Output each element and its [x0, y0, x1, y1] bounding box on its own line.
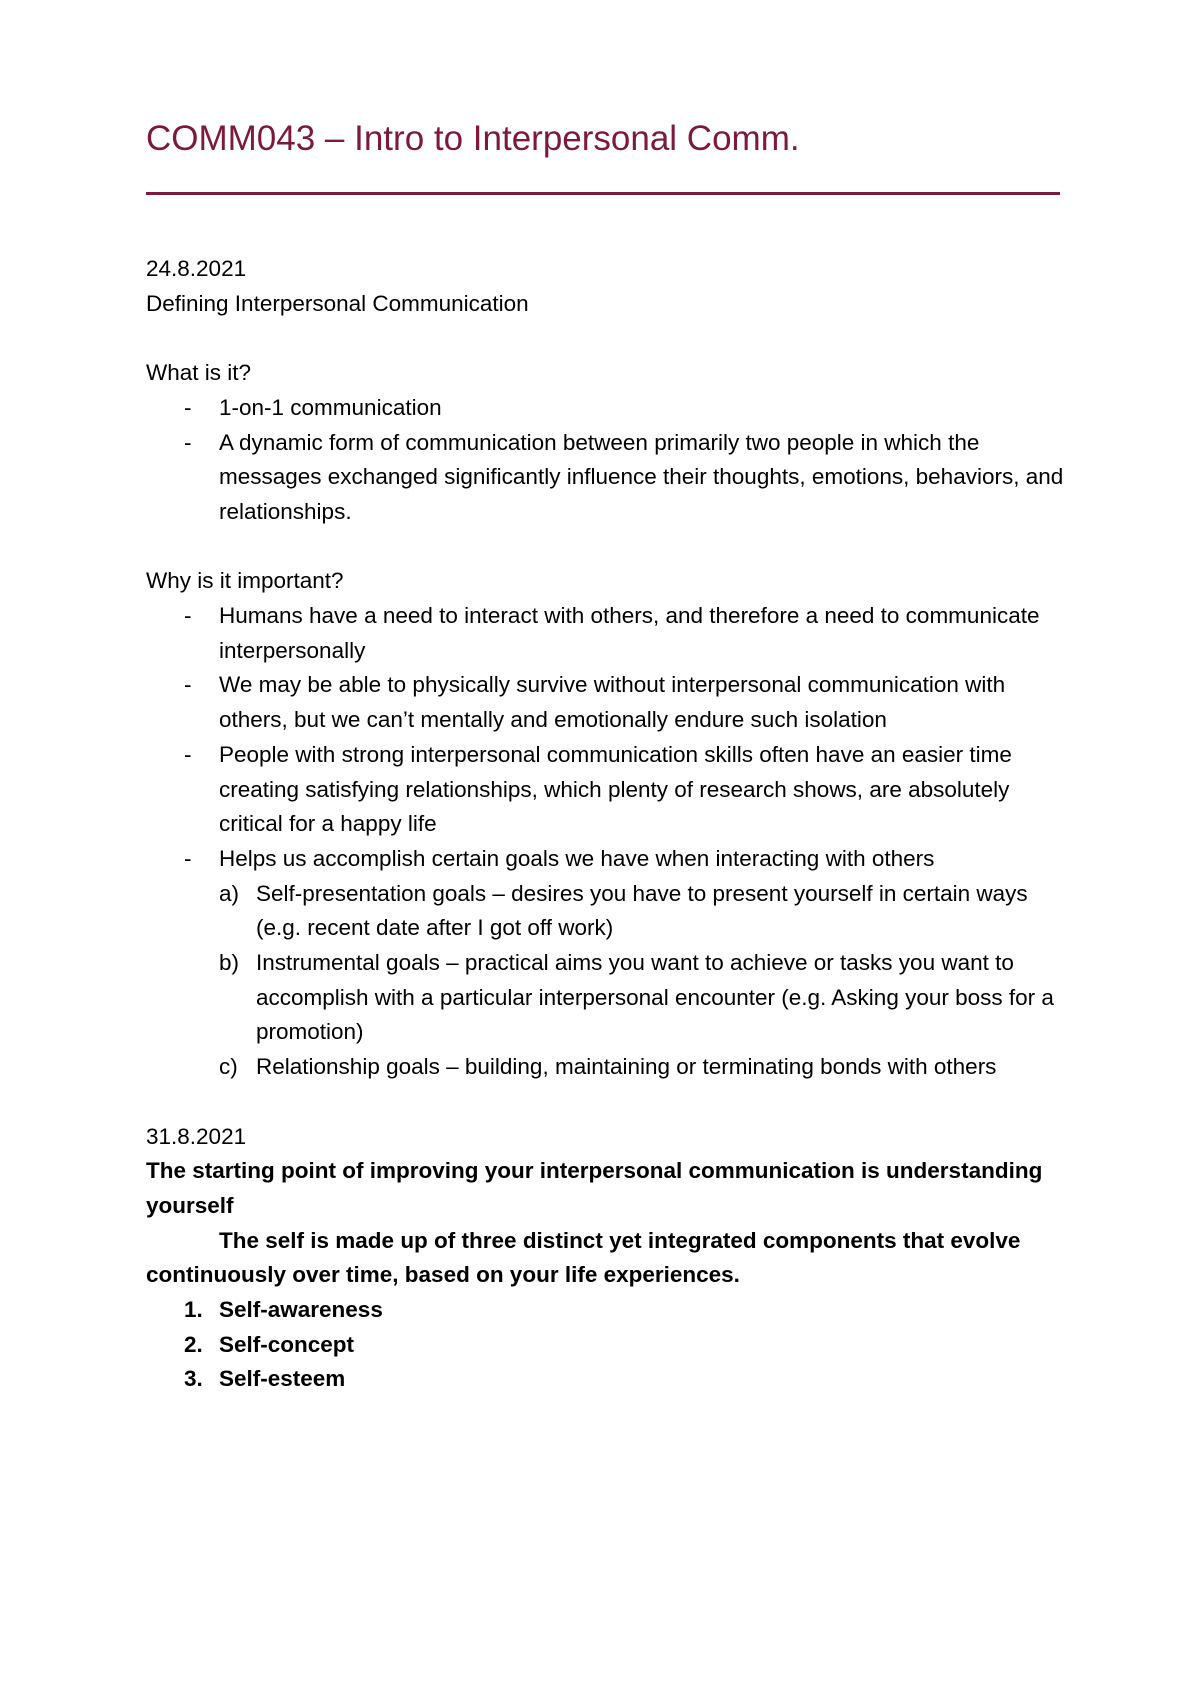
goal-marker: b) [219, 950, 240, 976]
section1-date: 24.8.2021 [146, 256, 247, 281]
section1-heading: Defining Interpersonal Communication [146, 290, 529, 316]
list-item-text: We may be able to physically survive without interpersonal communication with others, but we can’t mentally and emotionally endure such isolation [219, 672, 1006, 733]
list-item [146, 668, 1066, 737]
goal-item [146, 1050, 1066, 1085]
numbered-item [146, 1293, 1066, 1328]
numbered-item-text: Self-awareness [219, 1297, 383, 1323]
goal-item [146, 946, 1066, 1050]
bullet-dash: - [184, 394, 192, 420]
section2-intro: The self is made up of three distinct yet integrated components that evolve continuously over time, based on your life experiences. [146, 1227, 1021, 1288]
list-item-text: A dynamic form of communication between primarily two people in which the messages exchanged significantly influence their thoughts, emotions, behaviors, and relationships. [219, 429, 1064, 524]
list-item [146, 738, 1066, 842]
numbered-item-text: Self-esteem [219, 1366, 346, 1392]
list-item [146, 391, 1066, 426]
list-item [146, 426, 1066, 530]
list-item-text: Humans have a need to interact with others, and therefore a need to communicate interpersonally [219, 603, 1040, 663]
bullet-dash: - [184, 672, 192, 698]
what-is-it-question: What is it? [146, 360, 252, 386]
list-item [146, 599, 1066, 668]
section2-date: 31.8.2021 [146, 1123, 247, 1149]
spacer [146, 1085, 1066, 1120]
spacer [146, 530, 1066, 565]
number-marker: 1. [184, 1297, 203, 1323]
number-marker: 3. [184, 1366, 203, 1392]
numbered-item [146, 1362, 1066, 1397]
goal-text: Relationship goals – building, maintaining or terminating bonds with others [256, 1054, 997, 1080]
number-marker: 2. [184, 1331, 203, 1357]
bullet-dash: - [184, 603, 192, 628]
title-underline-rule [146, 192, 1060, 195]
list-item [146, 842, 1066, 877]
bullet-dash: - [184, 429, 192, 455]
document-title: COMM043 – Intro to Interpersonal Comm. [146, 119, 800, 158]
section2-heading: The starting point of improving your interpersonal communication is understanding yourself [146, 1158, 1043, 1218]
goal-text: Instrumental goals – practical aims you want to achieve or tasks you want to accomplish with a particular interpersonal encounter (e.g. Asking your boss for a promotion) [256, 950, 1054, 1045]
numbered-item [146, 1328, 1066, 1363]
document-body [146, 252, 1066, 1397]
goal-text: Self-presentation goals – desires you have to present yourself in certain ways (e.g. recent date after I got off work) [256, 880, 1028, 941]
numbered-item-text: Self-concept [219, 1331, 355, 1357]
goal-item [146, 877, 1066, 946]
why-important-question: Why is it important? [146, 568, 344, 594]
bullet-dash: - [184, 741, 192, 767]
list-item-text: 1-on-1 communication [219, 394, 442, 420]
goal-marker: c) [219, 1054, 238, 1080]
goal-marker: a) [219, 880, 240, 906]
list-item-text: Helps us accomplish certain goals we have when interacting with others [219, 845, 935, 871]
list-item-text: People with strong interpersonal communication skills often have an easier time creating satisfying relationships, which plenty of research shows, are absolutely critical for a happy life [219, 741, 1012, 837]
bullet-dash: - [184, 845, 192, 871]
spacer [146, 321, 1066, 356]
